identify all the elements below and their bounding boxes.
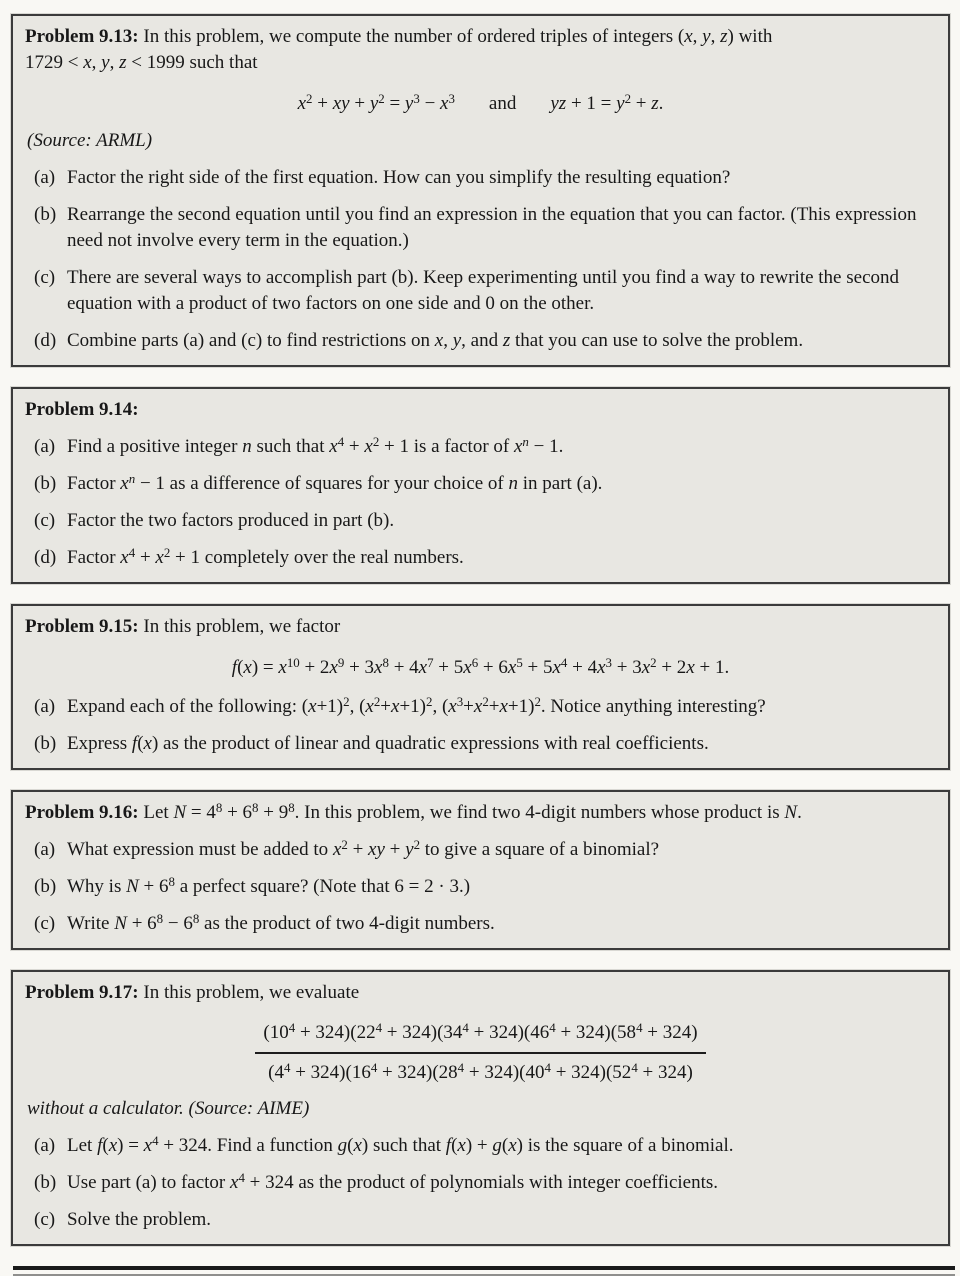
part-label: (c) — [34, 510, 56, 531]
part-row — [25, 434, 936, 460]
part-row — [25, 694, 936, 720]
part-text: Factor the right side of the first equation. How can you simplify the resulting equation? — [67, 167, 731, 188]
part-label: (b) — [34, 733, 57, 754]
part-row — [25, 731, 936, 757]
part-text: Combine parts (a) and (c) to find restrictions on x, y, and z that you can use to solve the problem. — [67, 330, 804, 351]
problem-heading — [25, 397, 936, 423]
part-row — [25, 265, 936, 317]
problem-parts — [25, 694, 936, 757]
problem-intro: In this problem, we factor — [143, 616, 341, 637]
problem-heading — [25, 24, 936, 76]
part-label: (b) — [34, 473, 57, 494]
part-row — [25, 545, 936, 571]
part-row — [25, 471, 936, 497]
problem-title: Problem 9.17: — [25, 982, 139, 1003]
problem-box-9-15 — [11, 604, 950, 770]
display-equation — [25, 89, 936, 119]
part-text: What expression must be added to $x^2$ + xy + $y^2$ to give a square of a binomial? — [67, 837, 660, 860]
problem-box-9-14 — [11, 387, 950, 584]
part-label: (b) — [34, 204, 57, 225]
part-row — [25, 911, 936, 937]
part-row — [25, 1133, 936, 1159]
problem-intro: In this problem, we evaluate — [143, 982, 360, 1003]
part-text: Let $f(x) = x^4 + 324$. Find a function g(x) such that f(x) + g(x) is the square of a binomial. — [67, 1133, 734, 1156]
fraction-denominator: $(4^4 + 324)(16^4 + 324)(28^4 + 324)(40^4 + 324)(52^4 + 324)$ — [268, 1060, 693, 1083]
problem-heading — [25, 800, 936, 826]
section-divider — [13, 1266, 955, 1276]
divider-thick-line — [13, 1266, 955, 1270]
source-note: without a calculator. (Source: AIME) — [27, 1098, 310, 1119]
problem-intro-line2: 1729 < x, y, z < 1999 such that — [25, 52, 258, 73]
display-equation: $f(x) = x^{10} + 2x^9 + 3x^8 + 4x^7 + 5x^6 + 6x^5 + 5x^4 + 4x^3 + 3x^2 + 2x + 1$. — [231, 655, 730, 678]
part-label: (d) — [34, 330, 57, 351]
source-note: (Source: ARML) — [27, 130, 153, 151]
part-text: Find a positive integer n such that $x^4 + x^2 + 1$ is a factor of $x^n - 1$. — [67, 434, 564, 457]
part-label: (b) — [34, 876, 57, 897]
equation-left: $x^2$ + xy + $y^2 = y^3 - x^3$ — [297, 91, 455, 114]
part-text: Why is $N + 6^8$ a perfect square? (Note that 6 = 2 · 3.) — [67, 874, 471, 897]
problem-title: Problem 9.13: — [25, 26, 139, 47]
part-text: Expand each of the following: $(x+1)^2$, $(x^2+x+1)^2$, $(x^3+x^2+x+1)^2$. Notice anything interesting? — [67, 694, 766, 717]
part-label: (c) — [34, 267, 56, 288]
part-label: (b) — [34, 1172, 57, 1193]
part-label: (a) — [34, 839, 56, 860]
part-text: Factor $x^4 + x^2 + 1$ completely over the real numbers. — [67, 545, 464, 568]
part-label: (d) — [34, 547, 57, 568]
problem-parts — [25, 434, 936, 571]
problem-heading — [25, 980, 936, 1006]
problem-intro-line1: In this problem, we compute the number of ordered triples of integers (x, y, z) with — [143, 26, 773, 47]
problem-title: Problem 9.16: — [25, 802, 139, 823]
fraction — [255, 1019, 705, 1087]
problem-box-9-13 — [11, 14, 950, 367]
part-text: There are several ways to accomplish part (b). Keep experimenting until you find a way to rewrite the second equation with a product of two factors on one side and 0 on the other. — [67, 267, 900, 314]
fraction-numerator: $(10^4 + 324)(22^4 + 324)(34^4 + 324)(46^4 + 324)(58^4 + 324)$ — [255, 1019, 705, 1054]
part-label: (a) — [34, 1135, 56, 1156]
problem-title: Problem 9.14: — [25, 399, 139, 420]
equation-conjunction: and — [488, 93, 517, 114]
part-row — [25, 1207, 936, 1233]
display-fraction — [25, 1019, 936, 1087]
problem-title: Problem 9.15: — [25, 616, 139, 637]
part-row — [25, 1170, 936, 1196]
part-label: (c) — [34, 913, 56, 934]
problem-box-9-17 — [11, 970, 950, 1246]
part-row — [25, 837, 936, 863]
problem-box-9-16 — [11, 790, 950, 950]
part-row — [25, 874, 936, 900]
part-text: Rearrange the second equation until you find an expression in the equation that you can factor. (This expression need not involve every term in the equation.) — [67, 204, 917, 251]
part-text: Factor the two factors produced in part (b). — [67, 510, 395, 531]
part-text: Use part (a) to factor $x^4 + 324$ as the product of polynomials with integer coefficients. — [67, 1170, 719, 1193]
part-text: Write $N + 6^8 - 6^8$ as the product of two 4-digit numbers. — [67, 911, 495, 934]
part-row — [25, 328, 936, 354]
part-row — [25, 165, 936, 191]
part-label: (c) — [34, 1209, 56, 1230]
part-row — [25, 508, 936, 534]
problem-heading — [25, 614, 936, 640]
problem-parts — [25, 165, 936, 354]
equation-right: yz + $1 = y^2 + z$. — [550, 91, 664, 114]
problem-parts — [25, 837, 936, 937]
part-text: Express f(x) as the product of linear and quadratic expressions with real coefficients. — [67, 733, 709, 754]
part-row — [25, 202, 936, 254]
part-label: (a) — [34, 167, 56, 188]
problem-intro: Let $N = 4^8 + 6^8 + 9^8$. In this problem, we find two 4-digit numbers whose product is N. — [143, 800, 802, 823]
part-text: Factor $x^n - 1$ as a difference of squares for your choice of n in part (a). — [67, 471, 603, 494]
part-text: Solve the problem. — [67, 1209, 212, 1230]
part-label: (a) — [34, 436, 56, 457]
problem-parts — [25, 1133, 936, 1233]
part-label: (a) — [34, 696, 56, 717]
